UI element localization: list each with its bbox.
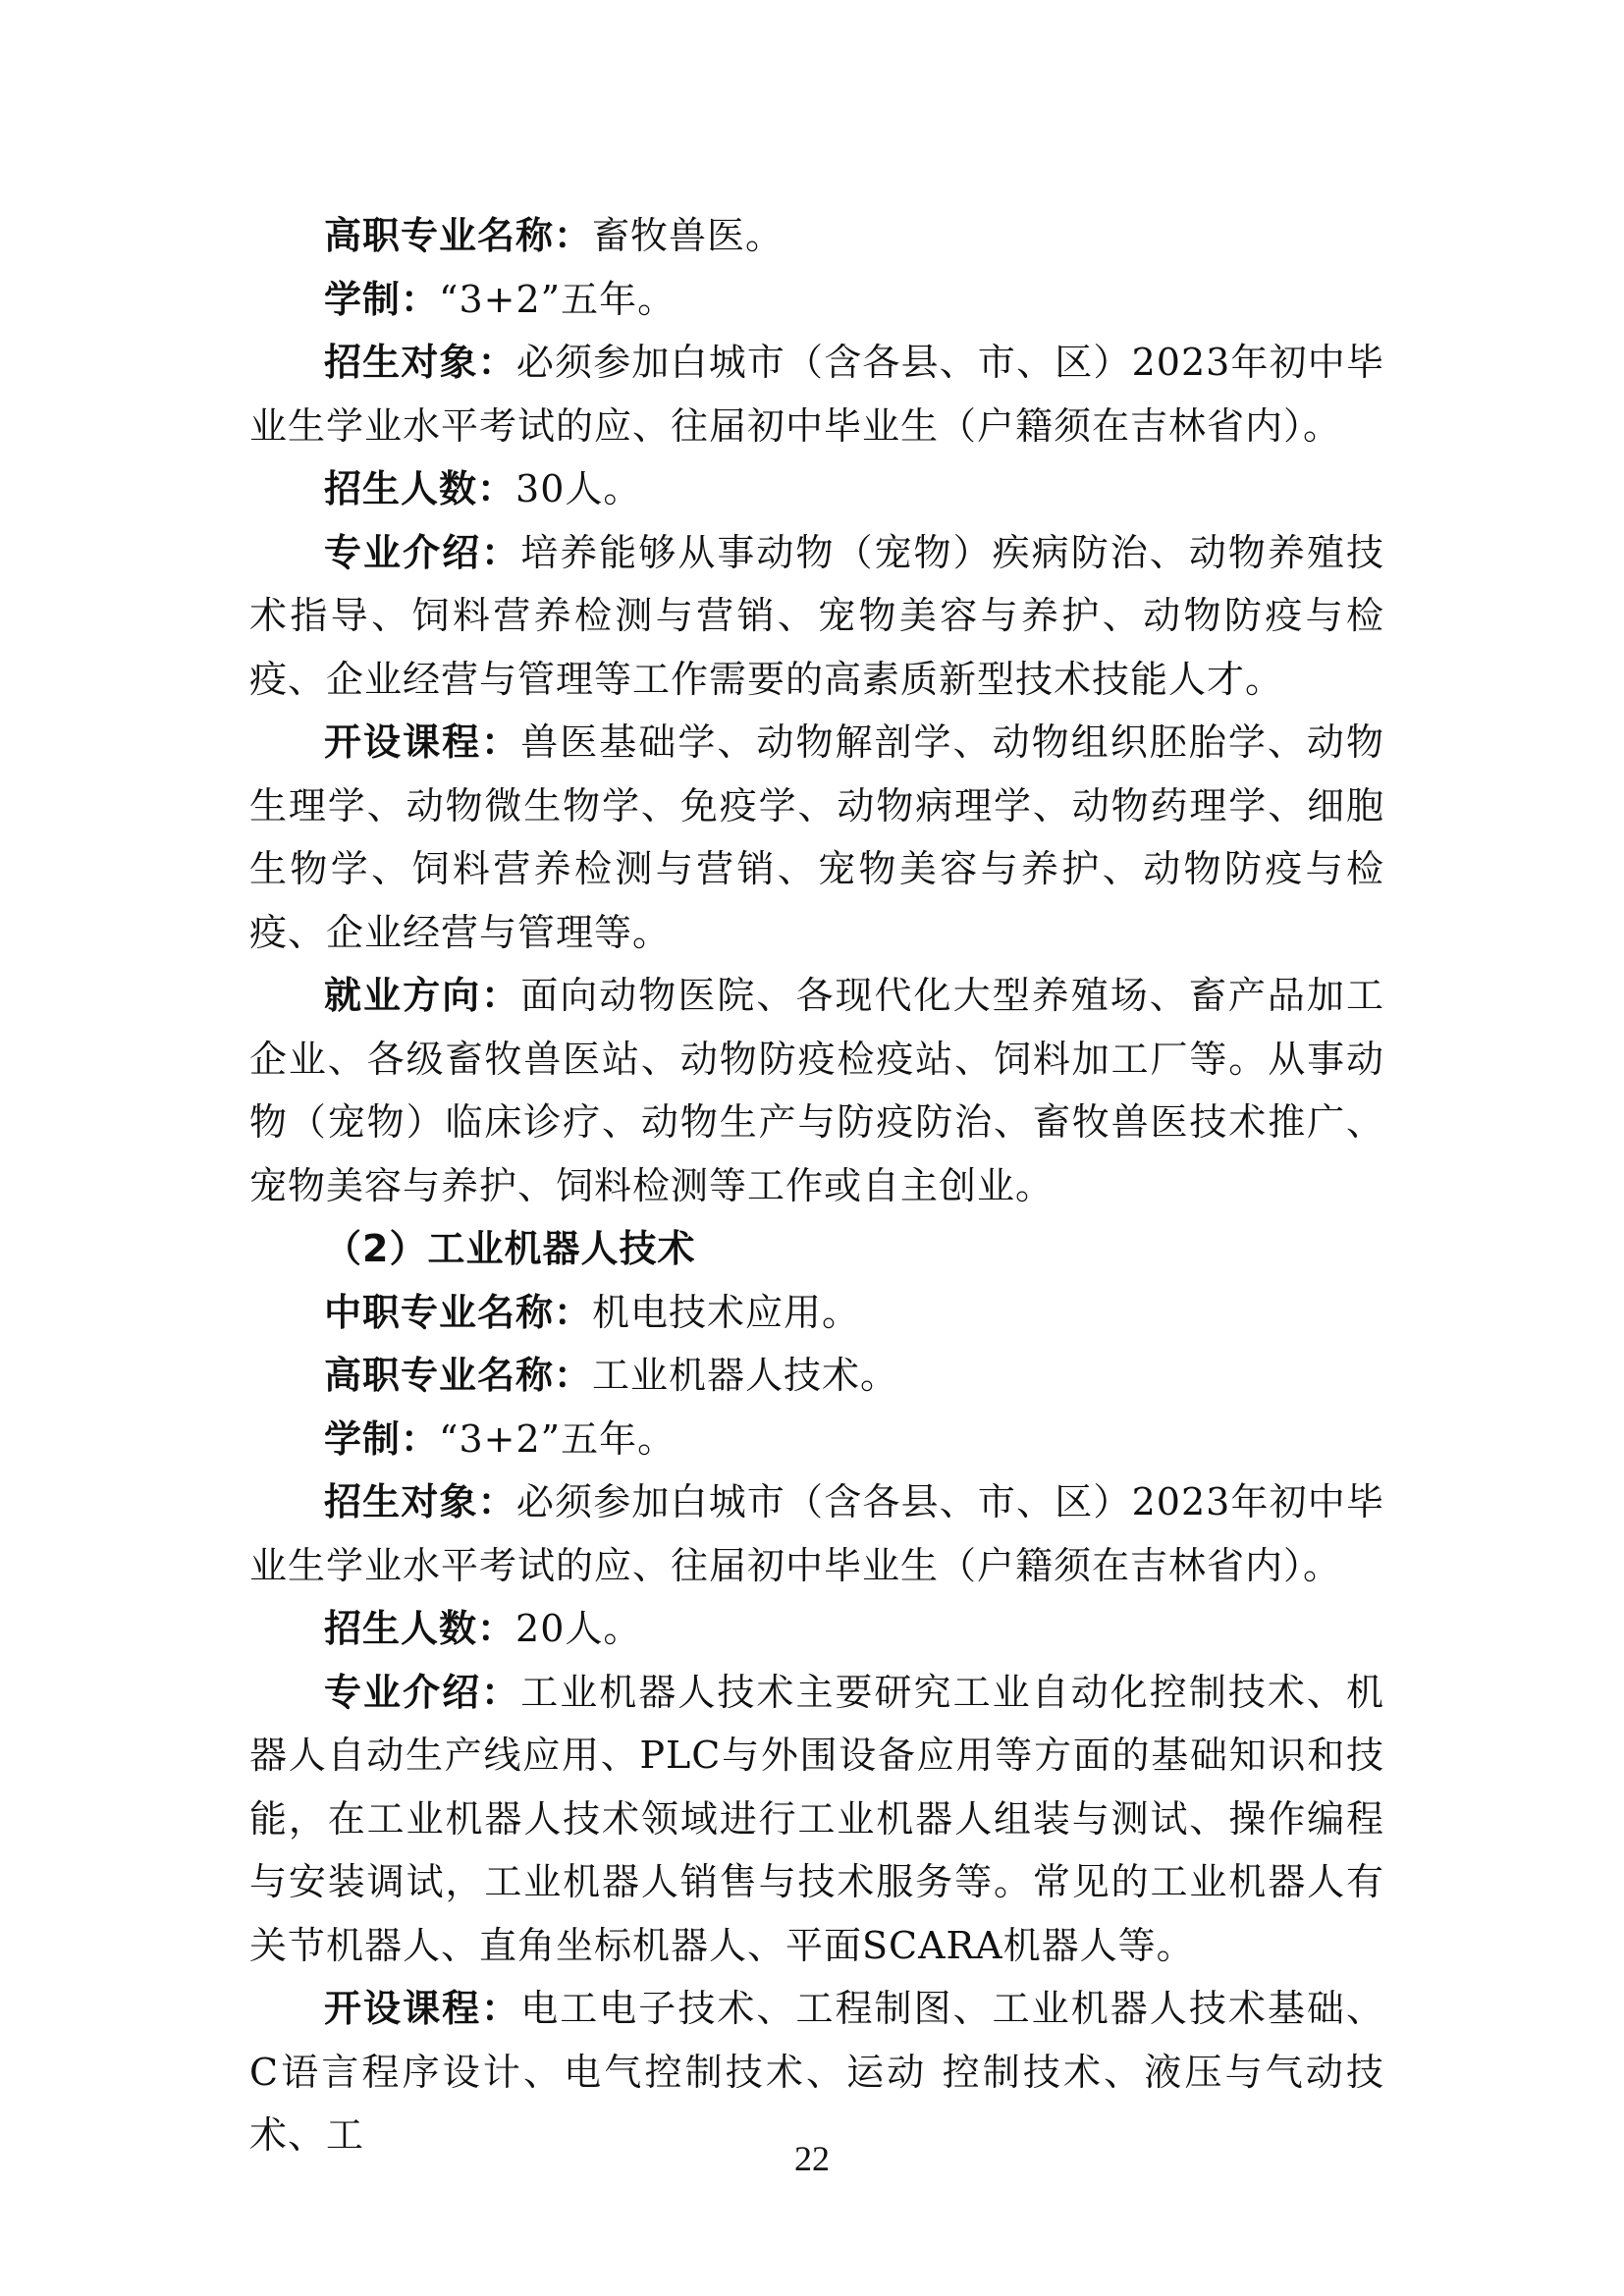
value: 必须参加白城市（含各县、市、区）2023年初中毕业生学业水平考试的应、往届初中毕业生（户籍须在吉林省内）。 bbox=[249, 1480, 1384, 1587]
label: 就业方向： bbox=[324, 974, 521, 1017]
enrollment-count bbox=[249, 457, 1384, 521]
label: 专业介绍： bbox=[324, 1670, 521, 1714]
value: 面向动物医院、各现代化大型养殖场、畜产品加工企业、各级畜牧兽医站、动物防疫检疫站、饲料加工厂等。从事动物（宠物）临床诊疗、动物生产与防疫防治、畜牧兽医技术推广、宠物美容与养护、饲料检测等工作或自主创业。 bbox=[249, 974, 1384, 1207]
label: 专业介绍： bbox=[324, 530, 521, 574]
value: 畜牧兽医。 bbox=[592, 214, 785, 257]
value: 30人。 bbox=[515, 467, 642, 510]
page-number: 22 bbox=[794, 2139, 830, 2178]
value: 培养能够从事动物（宠物）疾病防治、动物养殖技术指导、饲料营养检测与营销、宠物美容与养护、动物防疫与检疫、企业经营与管理等工作需要的高素质新型技术技能人才。 bbox=[249, 530, 1384, 701]
label: 学制： bbox=[324, 1416, 440, 1461]
label: 开设课程： bbox=[324, 1987, 521, 2030]
value: 工业机器人技术主要研究工业自动化控制技术、机器人自动生产线应用、PLC与外围设备应用等方面的基础知识和技能，在工业机器人技术领域进行工业机器人组装与测试、操作编程与安装调试，工业机器人销售与技术服务等。常见的工业机器人有关节机器人、直角坐标机器人、平面SCARA机器人等。 bbox=[249, 1670, 1384, 1967]
value: 兽医基础学、动物解剖学、动物组织胚胎学、动物生理学、动物微生物学、免疫学、动物病理学、动物药理学、细胞生物学、饲料营养检测与营销、宠物美容与养护、动物防疫与检疫、企业经营与管理等。 bbox=[249, 721, 1384, 954]
value: 必须参加白城市（含各县、市、区）2023年初中毕业生学业水平考试的应、往届初中毕业生（户籍须在吉林省内）。 bbox=[249, 341, 1384, 448]
value: 机电技术应用。 bbox=[592, 1290, 861, 1334]
value: “3+2”五年。 bbox=[439, 1416, 677, 1461]
label: 高职专业名称： bbox=[324, 214, 593, 257]
value: “3+2”五年。 bbox=[439, 277, 677, 321]
employment-direction bbox=[249, 964, 1384, 1217]
major-introduction bbox=[249, 1661, 1384, 1978]
value: 电工电子技术、工程制图、工业机器人技术基础、C语言程序设计、电气控制技术、运动 控制技术、液压与气动技术、工 bbox=[249, 1987, 1384, 2157]
label: 招生对象： bbox=[324, 341, 516, 384]
value: 工业机器人技术。 bbox=[592, 1354, 899, 1397]
enrollment-target bbox=[249, 331, 1384, 457]
enrollment-count bbox=[249, 1597, 1384, 1661]
higher-major-name bbox=[249, 1344, 1384, 1408]
value: 20人。 bbox=[515, 1607, 642, 1650]
school-system bbox=[249, 1408, 1384, 1471]
label: 招生对象： bbox=[324, 1480, 516, 1523]
label: 学制： bbox=[324, 277, 440, 321]
major-introduction bbox=[249, 521, 1384, 712]
secondary-major-name bbox=[249, 1281, 1384, 1345]
label: 招生人数： bbox=[324, 467, 516, 510]
label: 招生人数： bbox=[324, 1607, 516, 1650]
label: 中职专业名称： bbox=[324, 1290, 593, 1334]
document-body bbox=[249, 204, 1384, 2167]
label: 开设课程： bbox=[324, 721, 521, 764]
section-heading: （2）工业机器人技术 bbox=[324, 1227, 696, 1270]
school-system bbox=[249, 268, 1384, 332]
courses-offered bbox=[249, 711, 1384, 964]
label: 高职专业名称： bbox=[324, 1354, 593, 1397]
higher-major-name bbox=[249, 204, 1384, 268]
enrollment-target bbox=[249, 1470, 1384, 1597]
